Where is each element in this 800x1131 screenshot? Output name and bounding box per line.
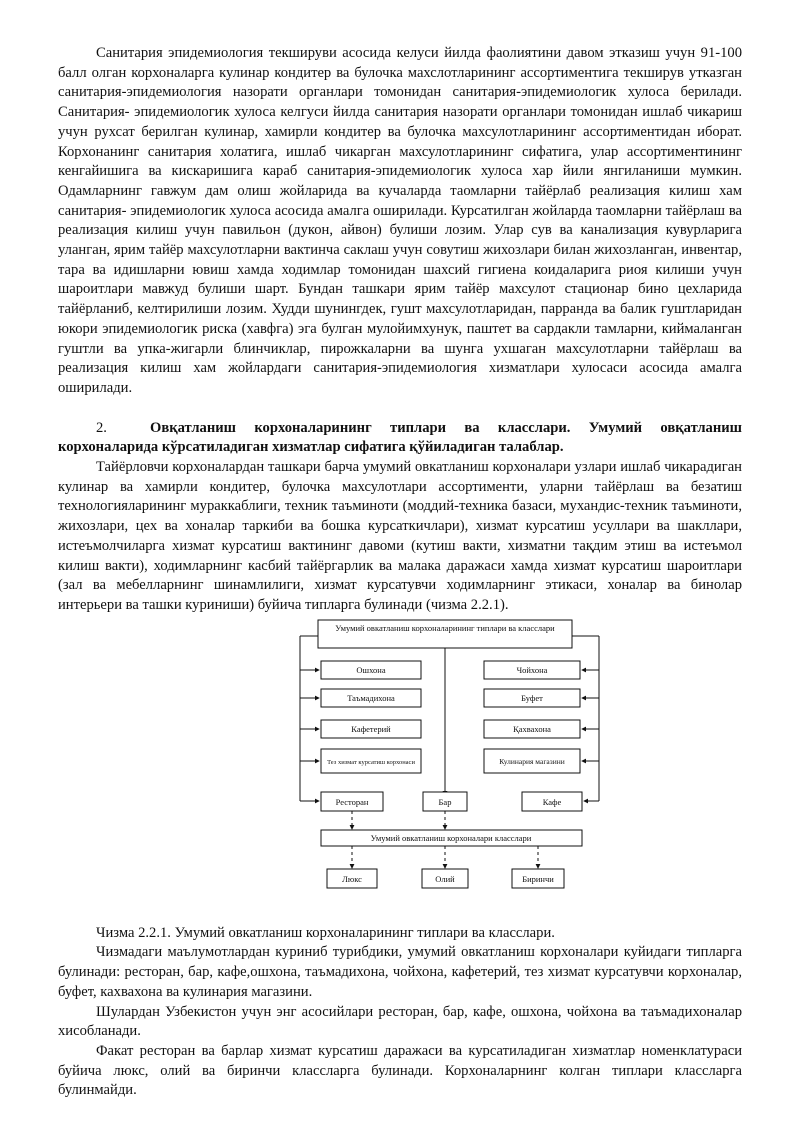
diagram-classes-row — [327, 869, 564, 888]
diagram-node-tamadikhona: Таъмадихона — [347, 692, 395, 703]
diagram-top-label: Умумий овкатланиш корхоналарининг типлари ва класслари — [335, 622, 555, 633]
diagram-node-choykhona: Чойхона — [516, 664, 548, 675]
diagram-container — [58, 618, 742, 918]
diagram-node-fast-service: Тез хизмат курсатиш корхонаси — [327, 758, 415, 766]
section-heading — [58, 419, 742, 458]
diagram-class-lux: Люкс — [342, 873, 362, 884]
paragraph-classes: Факат ресторан ва барлар хизмат курсатиш даражаси ва курсатиладиган хизматлар номенклатураси буйича люкс, олий ва биринчи классларга булинади. Корхоналарнинг колган типлари классларга булинмайди. — [58, 1042, 742, 1099]
diagram-node-kafeteriy: Кафетерий — [351, 723, 391, 734]
diagram-node-kahvakhona: Қахвахона — [513, 723, 551, 734]
diagram-class-birinchi: Биринчи — [522, 873, 554, 884]
section-number: 2. — [96, 419, 107, 436]
diagram-class-oliy: Олий — [435, 873, 455, 884]
paragraph-main-types: Шулардан Узбекистон учун энг асосийлари ресторан, бар, кафе, ошхона, чойхона ва таъмадихоналар хисобланади. — [58, 1003, 742, 1040]
diagram-node-culinary-shop: Кулинария магазини — [499, 756, 565, 766]
document-page — [58, 44, 742, 1101]
diagram-node-bar: Бар — [438, 796, 452, 807]
diagram-bottom-row — [321, 792, 582, 811]
diagram-caption: Чизма 2.2.1. Умумий овкатланиш корхоналарининг типлари ва класслари. — [96, 924, 555, 941]
paragraph-types-list: Чизмадаги маълумотлардан куриниб турибдики, умумий овкатланиш корхоналари куйидаги типларга булинади: ресторан, бар, кафе,ошхона, таъмадихона, чойхона, кафетерий, тез хизмат курсатувчи корхоналар, буфет, кахвахона ва кулинария магазини. — [58, 944, 742, 1000]
spacer — [58, 399, 742, 419]
paragraph-types-intro: Тайёрловчи корхоналардан ташкари барча умумий овкатланиш корхоналари узлари ишлаб чикарадиган кулинар ва хамирли кондитер, булочка махсулотлари ассортименти, уларни тайёрлаш ва безатиш технологияларининг мураккаблиги, техник таъминоти (моддий-техника базаси, мухандис-техник таъминоти, жихозлари, цех ва хоналар таркиби ва бошка курсаткичлари), хизмат курсатиш усуллари ва шакллари, истеъмолчиларга хизмат курсатиш вактининг давоми (кутиш вакти, хизматни тақдим этиш ва истеъмол килиш вакти), ходимларнинг касбий тайёргарлик ва малака даражаси хамда хизмат курсатиш шароитлари (зал ва мебелларнинг шинамлилиги, хизмат курсатувчи ходимларнинг этикаси, хоналар ва бинолар интерьери ва ташки куриниши) буйича типларга булинади (чизма 2.2.1). — [58, 459, 742, 613]
diagram-node-kafe: Кафе — [542, 796, 562, 807]
paragraph-sanitary: Санитария эпидемиология текшируви асосида келуси йилда фаолиятини давом этказиш учун 91-100 балл олган корхоналарга кулинар кондитер ва булочка махслотларининг ассортиментига текширув утказган санитария-эпидемиология назорати органлари томонидан санитария-эпидемиологик хулоса берилади. Санитария- эпидемиологик хулоса келгуси йилда санитария назорати органлари томонидан ишлаб чикариш учун рухсат берилган кулинар, хамирли кондитер ва булочка махсулотларининг ассортиментидан иборат. Корхонанинг санитария холатига, ишлаб чикарган махсулотларининг сифатига, улар ассортиментининг кенгайишига ва кискаришига караб санитария-эпидемиологик хулоса хар йили янгиланиши мумкин. Одамларнинг гавжум дам олиш жойларида ва кучаларда таомларни тайёрлаб реализация килиш хам санитария- эпидемиологик хулоса асосида амалга оширилади. Курсатилган жойларда таомларни тайёрлаш ва реализация килиш учун павильон (дукон, айвон) булиши лозим. Улар сув ва канализация кувурларига уланган, ярим тайёр махсулотларни вактинча саклаш учун совутиш жихозлари билан жихозланган, инвентар, тара ва идишларни ювиш хамда ходимлар томонидан шахсий гигиена коидаларига риоя килиши учун шароитлари мавжуд булиши шарт. Бундан ташкари ярим тайёр махсулот стационар бино цехларида тайёрланиб, келтирилиши лозим. Худди шунингдек, гушт махсулотларидан, парранда ва балик гуштларидан юкори эпидемиологик риска (хавфга) эга булган мулойимхунук, паштет ва сардакли тамларни, киймаланган гуштли ва упка-жигарли блинчиклар, пирожкаларни ва шунга ухшаган махсулотларни тайёрлаш ва реализация килиш хам жойлардаги санитария-эпидемиология хизматлари хулосаси асосида амалга оширилади. — [58, 45, 742, 396]
diagram-node-oshkhona: Ошхона — [356, 664, 386, 675]
diagram-classes-label: Умумий овкатланиш корхоналари класслари — [370, 832, 532, 843]
diagram-node-bufet: Буфет — [521, 692, 543, 703]
diagram-left-column — [321, 661, 421, 773]
diagram-node-restoran: Ресторан — [335, 796, 369, 807]
types-classes-diagram — [290, 618, 610, 914]
diagram-right-column — [484, 661, 580, 773]
section-title: Овқатланиш корхоналарининг типлари ва класслари. Умумий овқатланиш корхоналарида кўрсатиладиган хизматлар сифатига қўйиладиган талаблар. — [58, 419, 742, 456]
